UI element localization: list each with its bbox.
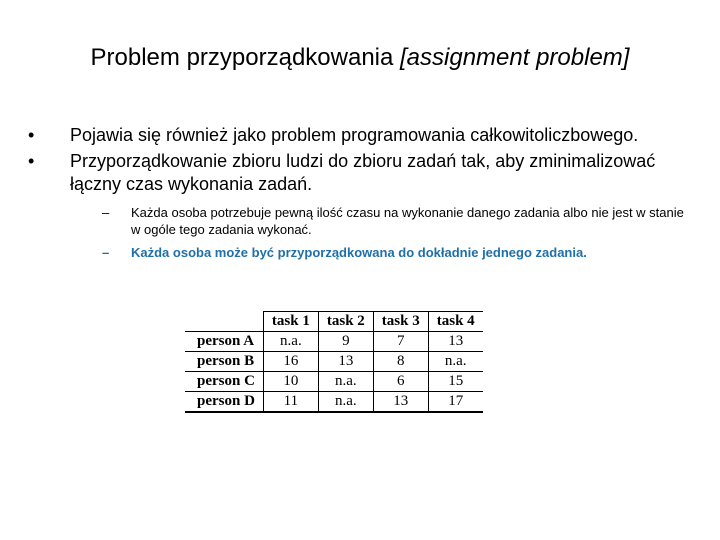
title-main: Problem przyporządkowania [90, 44, 394, 71]
dash-marker: – [102, 205, 110, 220]
bullet-text: Pojawia się również jako problem programowania całkowitoliczbowego. [70, 125, 639, 145]
table-cell: 11 [263, 392, 318, 413]
table-cell: 13 [318, 352, 373, 372]
sub-bullet-text: Każda osoba może być przyporządkowana do dokładnie jednego zadania. [131, 245, 587, 260]
column-header: task 1 [263, 312, 318, 332]
bullet-marker: • [28, 151, 35, 171]
title-italic: [assignment problem] [400, 44, 630, 71]
table-cell: n.a. [263, 332, 318, 352]
sub-bullet-item [102, 204, 688, 238]
table-header-row [185, 312, 483, 332]
table-cell: 6 [373, 372, 428, 392]
table-cell: 13 [373, 392, 428, 413]
sub-bullet-list [102, 204, 688, 261]
table-row [185, 372, 483, 392]
sub-bullet-text: Każda osoba potrzebuje pewną ilość czasu na wykonanie danego zadania albo nie jest w stanie w ogóle tego zadania wykonać. [131, 205, 684, 237]
column-header: task 2 [318, 312, 373, 332]
table-cell: 17 [428, 392, 482, 413]
table-row [185, 392, 483, 413]
bullet-item [28, 150, 688, 196]
table-cell: 7 [373, 332, 428, 352]
column-header: task 4 [428, 312, 482, 332]
table-cell: 9 [318, 332, 373, 352]
slide-title [0, 44, 720, 72]
dash-marker: – [102, 245, 110, 260]
row-header: person B [185, 352, 263, 372]
bullet-text: Przyporządkowanie zbioru ludzi do zbioru zadań tak, aby zminimalizować łączny czas wykonania zadań. [70, 151, 656, 194]
corner-cell [185, 312, 263, 332]
table-cell: n.a. [318, 392, 373, 413]
table-cell: 13 [428, 332, 482, 352]
bullet-list [28, 124, 688, 267]
table-cell: 8 [373, 352, 428, 372]
table-row [185, 352, 483, 372]
table-row [185, 332, 483, 352]
column-header: task 3 [373, 312, 428, 332]
table-cell: 15 [428, 372, 482, 392]
assignment-table [185, 311, 483, 413]
table-cell: n.a. [318, 372, 373, 392]
bullet-marker: • [28, 125, 35, 145]
table-cell: n.a. [428, 352, 482, 372]
table-cell: 10 [263, 372, 318, 392]
sub-bullet-item-highlighted [102, 244, 688, 261]
row-header: person D [185, 392, 263, 413]
bullet-item [28, 124, 688, 147]
row-header: person C [185, 372, 263, 392]
table-cell: 16 [263, 352, 318, 372]
row-header: person A [185, 332, 263, 352]
